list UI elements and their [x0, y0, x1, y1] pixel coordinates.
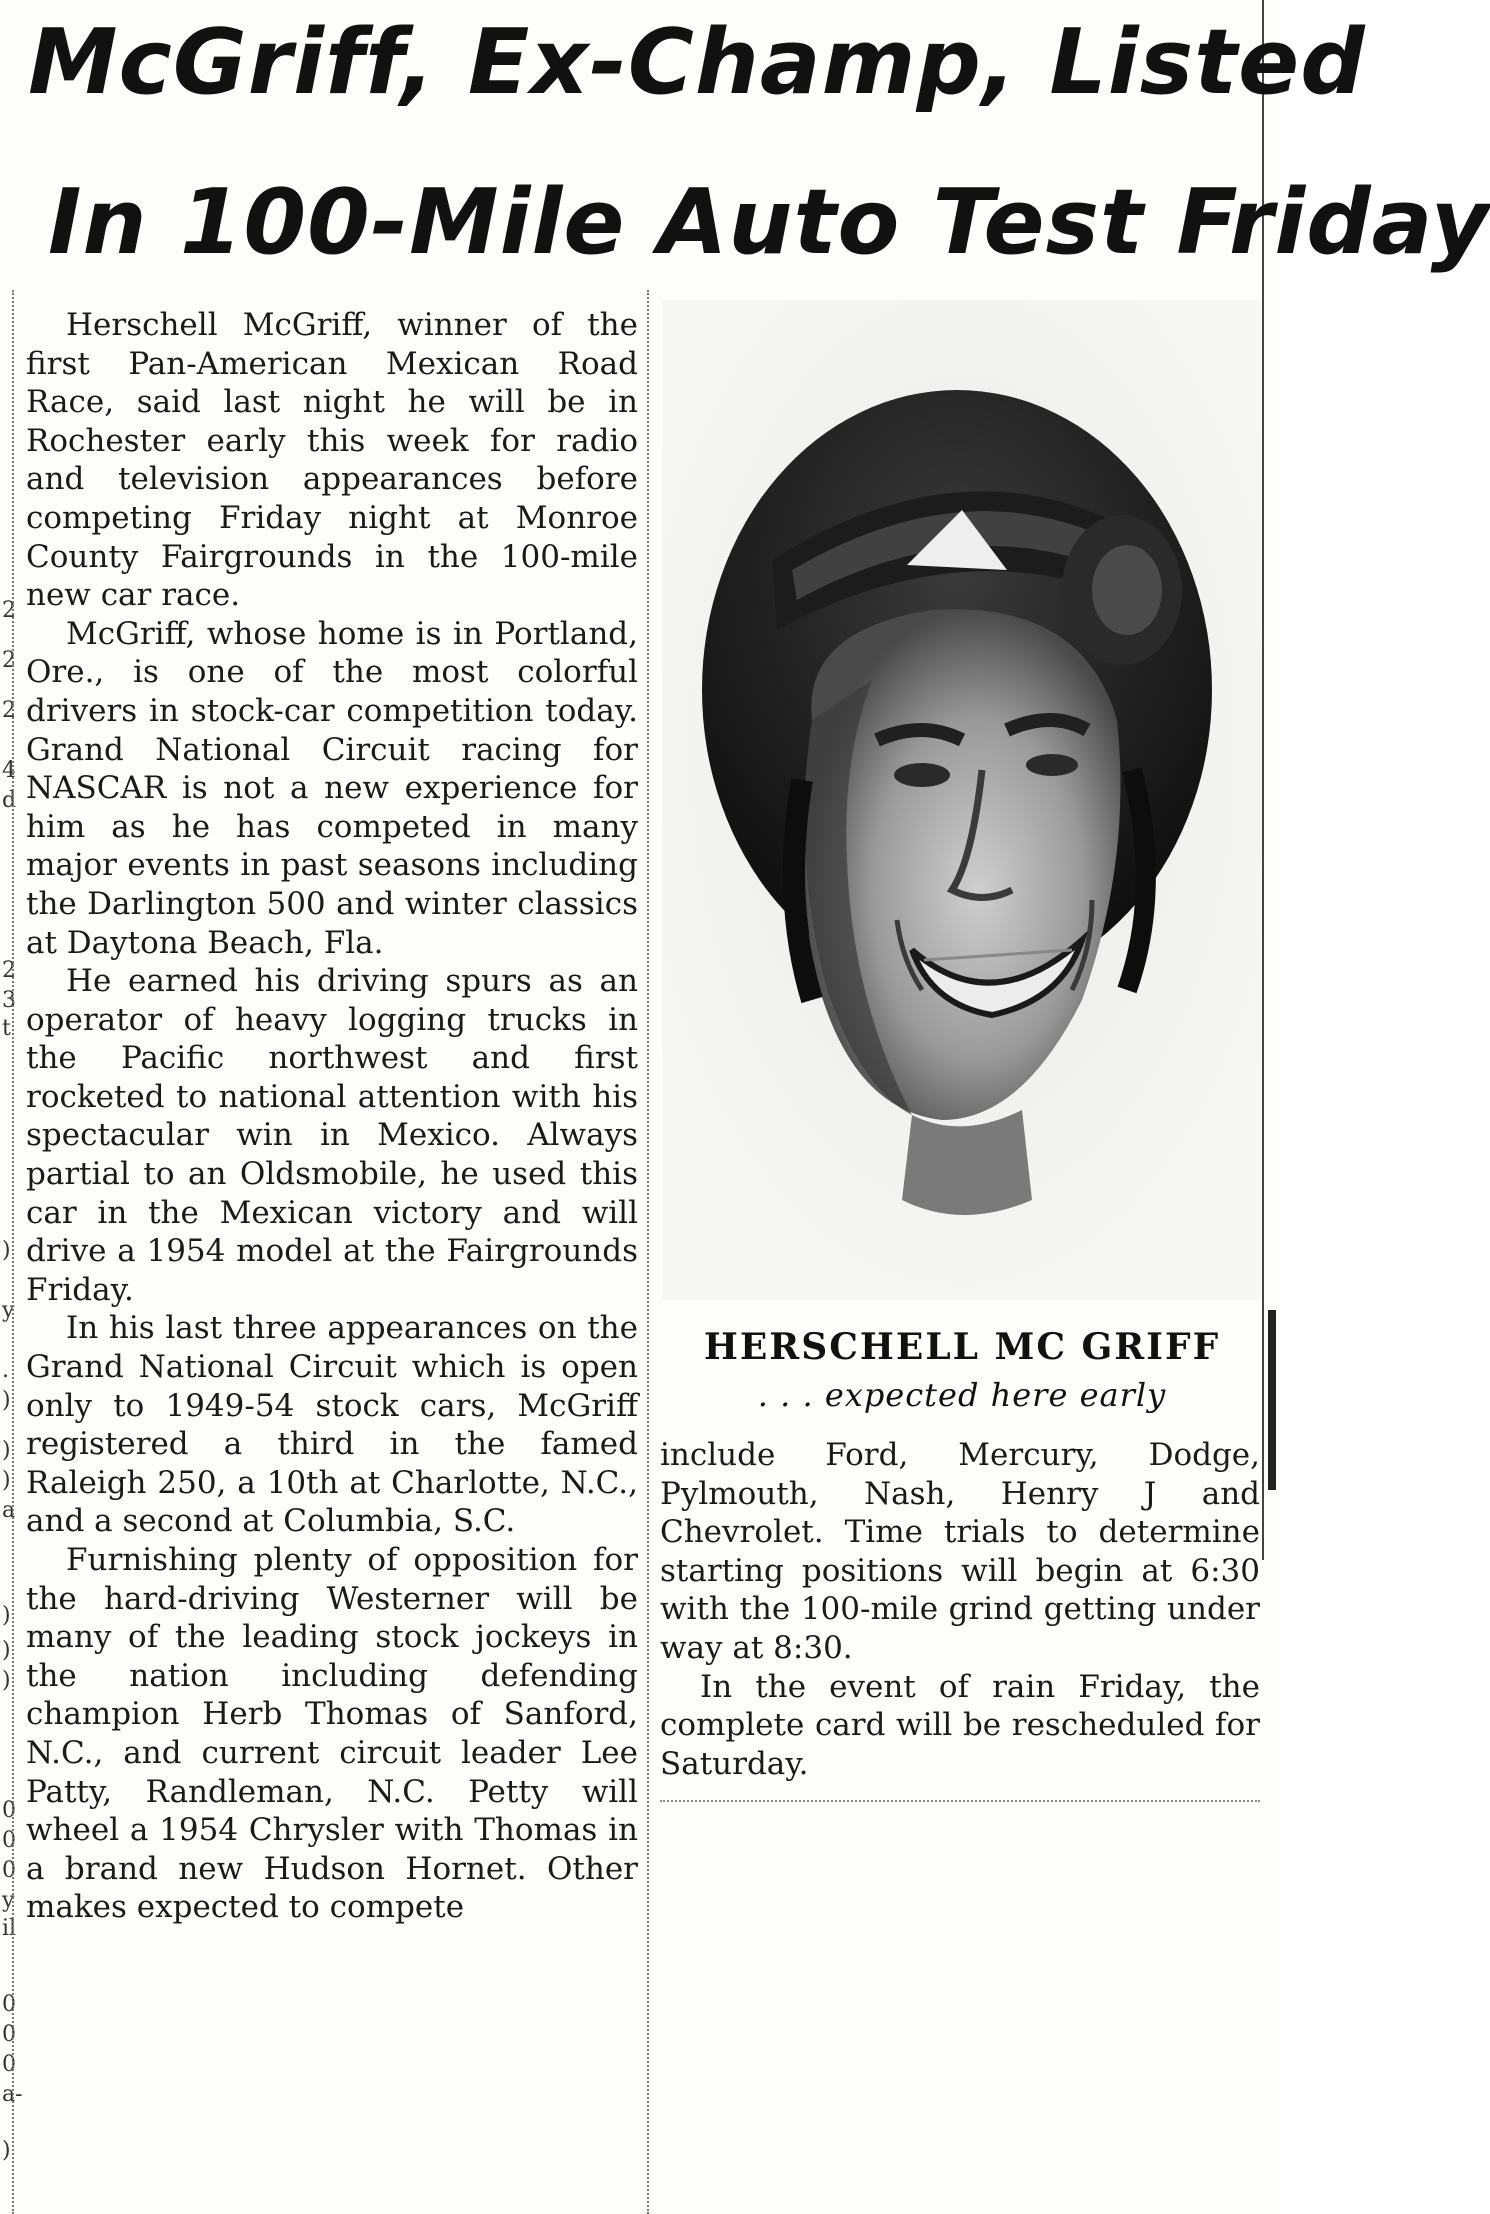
margin-fragment: 0	[2, 2022, 16, 2047]
middle-column-rule	[647, 290, 651, 2214]
margin-fragment: )	[2, 1238, 11, 1263]
margin-fragment: 0	[2, 1992, 16, 2017]
article-final-paragraph: In the event of rain Friday, the complete card will be rescheduled for Saturday.	[660, 1668, 1260, 1782]
margin-fragment: il	[2, 1916, 17, 1941]
article-continuation: include Ford, Mercury, Dodge, Pylmouth, Nash, Henry J and Chevrolet. Time trials to determine starting positions will begin at 6:30 with the 100-mile grind getting under way at 8:30.	[660, 1437, 1260, 1666]
margin-fragment: a	[2, 1498, 16, 1523]
article-paragraph: He earned his driving spurs as an operator of heavy logging trucks in the Pacific northwest and first rocketed to national attention with his spectacular win in Mexico. Always partial to an Oldsmobile, he used this car in the Mexican victory and will drive a 1954 model at the Fairgrounds Friday.	[26, 963, 638, 1308]
left-column-rule	[12, 290, 16, 2214]
margin-fragment: y	[2, 1888, 15, 1913]
margin-fragment: 0	[2, 1828, 16, 1853]
margin-fragment: )	[2, 1603, 11, 1628]
right-edge-bar	[1268, 1310, 1276, 1490]
margin-fragment: 2	[2, 598, 16, 623]
photo-caption-subline: . . . expected here early	[757, 1376, 1167, 1414]
headline-line-1: McGriff, Ex-Champ, Listed	[28, 10, 1366, 115]
margin-fragment: 4	[2, 758, 16, 783]
margin-fragment: d	[2, 788, 17, 813]
margin-fragment: 0	[2, 2052, 16, 2077]
photo-caption-name: HERSCHELL MC GRIFF	[703, 1326, 1221, 1368]
article-paragraph: In his last three appearances on the Grand National Circuit which is open only to 1949-54 stock cars, McGriff registered a third in the famed Raleigh 250, a 10th at Charlotte, N.C., and a second at Columbia, S.C.	[26, 1310, 638, 1540]
article-body-left-column	[26, 306, 638, 1927]
margin-fragment: 2	[2, 648, 16, 673]
margin-fragment: 3	[2, 988, 16, 1013]
margin-fragment: )	[2, 1438, 11, 1463]
margin-fragment: )	[2, 1638, 11, 1663]
margin-fragment: )	[2, 1468, 11, 1493]
portrait-image	[662, 300, 1262, 1300]
margin-fragment: )	[2, 1668, 11, 1693]
margin-fragment: 2	[2, 698, 16, 723]
margin-fragment: )	[2, 2138, 11, 2163]
margin-fragment: .	[2, 1358, 9, 1383]
article-paragraph: McGriff, whose home is in Portland, Ore., is one of the most colorful drivers in stock-car competition today. Grand National Circuit racing for NASCAR is not a new experience for him as he has competed in many major events in past seasons including the Darlington 500 and winter classics at Daytona Beach, Fla.	[26, 615, 638, 961]
article-end-rule	[660, 1800, 1260, 1802]
left-margin-fragments	[0, 0, 23, 2214]
margin-fragment: 0	[2, 1858, 16, 1883]
headline-line-2: In 100-Mile Auto Test Friday	[48, 170, 1490, 275]
margin-fragment: y	[2, 1298, 15, 1323]
margin-fragment: 2	[2, 958, 16, 983]
article-paragraph: Furnishing plenty of opposition for the hard-driving Westerner will be many of the leading stock jockeys in the nation including defending champion Herb Thomas of Sanford, N.C., and current circuit leader Lee Patty, Randleman, N.C. Petty will wheel a 1954 Chrysler with Thomas in a brand new Hudson Hornet. Other makes expected to compete	[26, 1542, 638, 1926]
margin-fragment: 0	[2, 1798, 16, 1823]
article-body-right-column	[660, 1436, 1260, 1783]
driver-portrait-photo	[662, 300, 1262, 1300]
article-paragraph: Herschell McGriff, winner of the first Pan-American Mexican Road Race, said last night he will be in Rochester early this week for radio and television appearances before competing Friday night at Monroe County Fairgrounds in the 100-mile new car race.	[26, 307, 638, 614]
margin-fragment: )	[2, 1388, 11, 1413]
margin-fragment: t	[2, 1016, 11, 1041]
margin-fragment: a-	[2, 2082, 23, 2107]
